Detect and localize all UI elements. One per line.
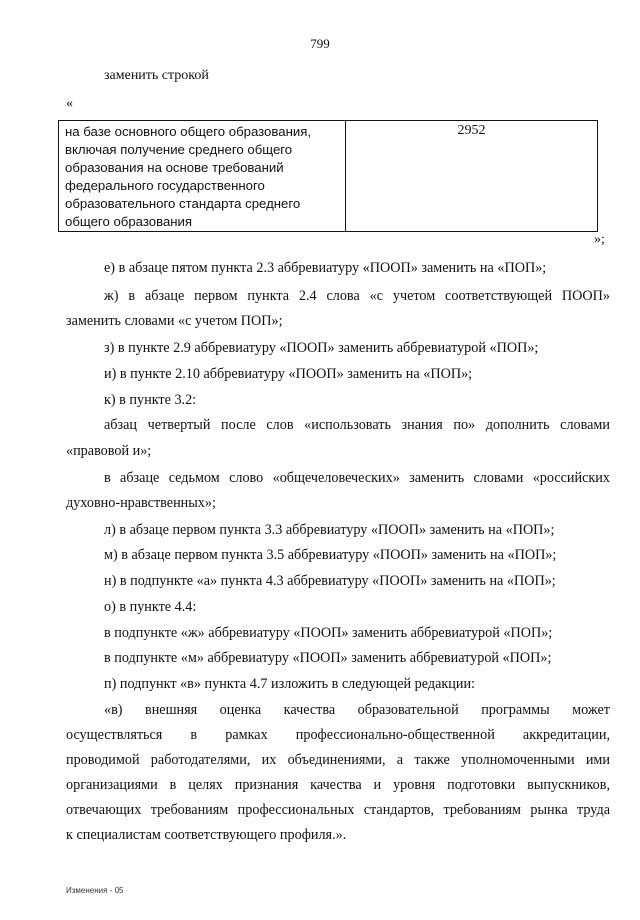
item-zh-line2: заменить словами «с учетом ПОП»; bbox=[66, 313, 283, 329]
quote-v-line5: отвечающих требованиям профессиональных стандартов, требованиям рынка труда bbox=[66, 802, 610, 818]
footer-label: Изменения - 05 bbox=[66, 886, 124, 895]
item-p: п) подпункт «в» пункта 4.7 изложить в следующей редакции: bbox=[104, 676, 475, 692]
page-number: 799 bbox=[310, 36, 330, 51]
table-cell-value: 2952 bbox=[457, 123, 486, 138]
quote-v-line1: «в) внешняя оценка качества образовательной программы может bbox=[104, 702, 610, 718]
quote-v-line6: к специалистам соответствующего профиля.». bbox=[66, 827, 347, 843]
quote-v-line4: организациями в целях признания качества и уровня подготовки выпускников, bbox=[66, 777, 610, 793]
item-i: и) в пункте 2.10 аббревиатуру «ПООП» заменить на «ПОП»; bbox=[104, 366, 473, 382]
item-e: е) в абзаце пятом пункта 2.3 аббревиатуру «ПООП» заменить на «ПОП»; bbox=[104, 260, 547, 276]
item-l: л) в абзаце первом пункта 3.3 аббревиатуру «ПООП» заменить на «ПОП»; bbox=[104, 522, 555, 538]
quote-v-line2: осуществляться в рамках профессионально-общественной аккредитации, bbox=[66, 727, 610, 743]
item-o-sub1: в подпункте «ж» аббревиатуру «ПООП» заменить аббревиатурой «ПОП»; bbox=[104, 625, 553, 641]
item-k-paragraph2-line1: в абзаце седьмом слово «общечеловеческих» заменить словами «российских bbox=[104, 470, 610, 486]
item-n: н) в подпункте «а» пункта 4.3 аббревиатуру «ПООП» заменить на «ПОП»; bbox=[104, 573, 556, 589]
item-z: з) в пункте 2.9 аббревиатуру «ПООП» заменить аббревиатурой «ПОП»; bbox=[104, 340, 539, 356]
item-m: м) в абзаце первом пункта 3.5 аббревиатуру «ПООП» заменить на «ПОП»; bbox=[104, 547, 557, 563]
item-k-paragraph2-line2: духовно-нравственных»; bbox=[66, 495, 216, 511]
close-quote: »; bbox=[594, 232, 605, 247]
open-quote: « bbox=[66, 96, 73, 111]
item-o: о) в пункте 4.4: bbox=[104, 599, 197, 615]
item-k: к) в пункте 3.2: bbox=[104, 392, 197, 408]
item-o-sub2: в подпункте «м» аббревиатуру «ПООП» заменить аббревиатурой «ПОП»; bbox=[104, 650, 552, 666]
replacement-table bbox=[58, 120, 598, 232]
item-k-paragraph1-line2: «правовой и»; bbox=[66, 443, 152, 459]
item-k-paragraph1-line1: абзац четвертый после слов «использовать знания по» дополнить словами bbox=[104, 417, 610, 433]
quote-v-line3: проводимой работодателями, их объединениями, а также уполномоченными ими bbox=[66, 752, 610, 768]
intro-text: заменить строкой bbox=[104, 68, 209, 83]
table-cell-description: на базе основного общего образования, включая получение среднего общего образования на основе требований федерального государственного образовательного стандарта среднего общего образования bbox=[59, 121, 346, 231]
item-zh-line1: ж) в абзаце первом пункта 2.4 слова «с учетом соответствующей ПООП» bbox=[104, 288, 610, 304]
